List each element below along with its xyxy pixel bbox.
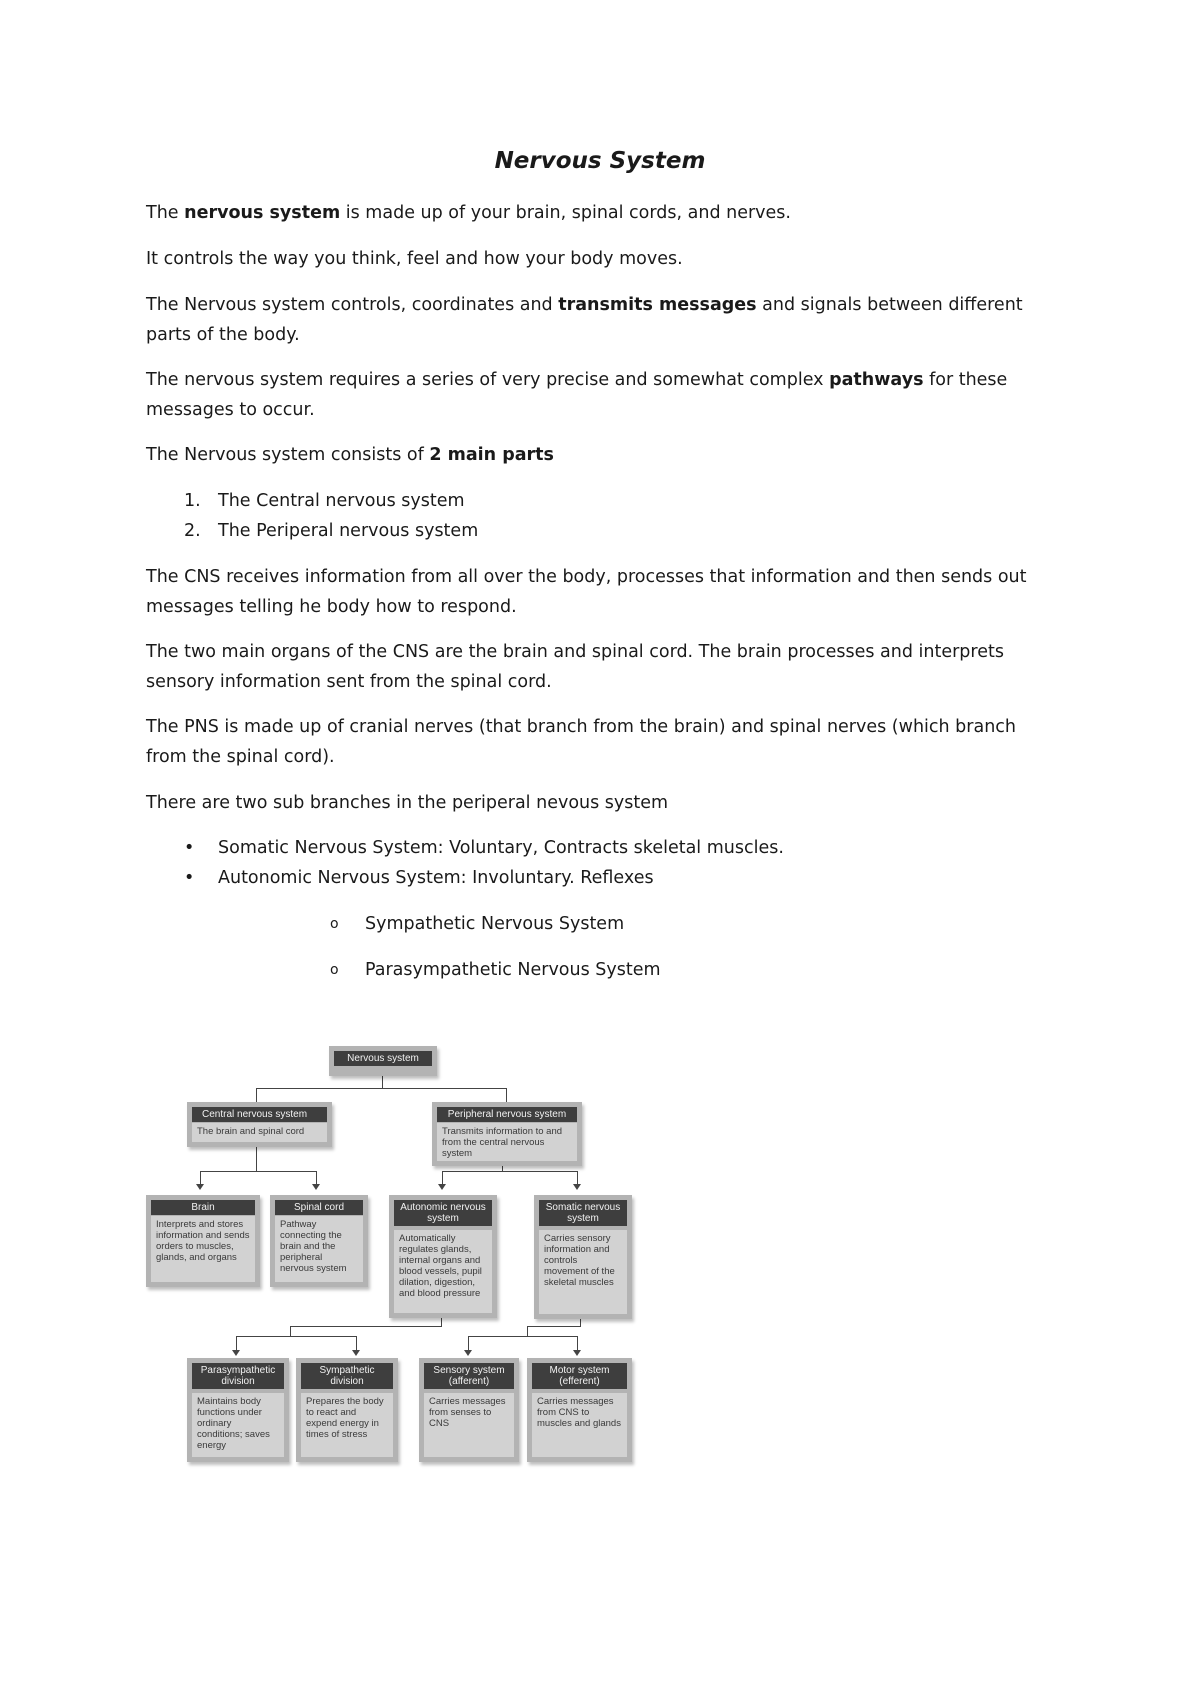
node-body: Carries sensory information and controls movement of the skeletal muscles: [539, 1230, 627, 1314]
node-title: Central nervous system: [192, 1107, 327, 1122]
node-body: Carries messages from CNS to muscles and glands: [532, 1393, 627, 1457]
list-item-text: The Central nervous system: [218, 491, 465, 511]
node-body: Maintains body functions under ordinary conditions; saves energy: [192, 1393, 284, 1457]
node-body: Carries messages from senses to CNS: [424, 1393, 514, 1457]
paragraph-definition: [146, 198, 1046, 228]
node-title: Parasympathetic division: [192, 1363, 284, 1389]
text-run: The Nervous system controls, coordinates and: [146, 295, 559, 315]
list-item-text: The Periperal nervous system: [218, 521, 479, 541]
node-title: Brain: [151, 1200, 255, 1215]
node-body: Transmits information to and from the central nervous system: [437, 1123, 577, 1161]
paragraph-sub-branches: There are two sub branches in the periperal nevous system: [146, 793, 669, 813]
text-run: The Nervous system consists of: [146, 445, 430, 465]
text-run: for these messages to occur.: [146, 370, 1008, 420]
node-body: Pathway connecting the brain and the peripheral nervous system: [275, 1216, 363, 1282]
sub-bullet-item: [330, 909, 624, 939]
node-title: Spinal cord: [275, 1200, 363, 1215]
node-parasympathetic-division: [187, 1358, 289, 1462]
text-run: The nervous system requires a series of very precise and somewhat complex: [146, 370, 830, 390]
document-title: Nervous System: [494, 148, 706, 174]
node-title: Autonomic nervous system: [394, 1200, 492, 1226]
list-item-text: Autonomic Nervous System: Involuntary. Reflexes: [218, 868, 654, 888]
node-body: The brain and spinal cord: [192, 1123, 327, 1142]
bullet-marker: •: [184, 868, 195, 888]
paragraph-main-parts: [146, 440, 1046, 470]
bold-term: transmits messages: [558, 295, 757, 315]
paragraph-transmits: [146, 290, 1046, 350]
sub-bullet-marker: o: [330, 962, 339, 978]
text-run: is made up of your brain, spinal cords, and nerves.: [340, 203, 791, 223]
numbered-item: [184, 516, 478, 546]
list-marker: 2.: [184, 521, 201, 541]
paragraph-pns: The PNS is made up of cranial nerves (that branch from the brain) and spinal nerves (which branch from the spinal cord).: [146, 717, 1017, 767]
node-title: Somatic nervous system: [539, 1200, 627, 1226]
node-spinal-cord: [270, 1195, 368, 1287]
node-sympathetic-division: [296, 1358, 398, 1462]
node-peripheral-nervous-system: [432, 1102, 582, 1166]
text-run: and signals between different parts of the body.: [146, 295, 1023, 345]
node-somatic-nervous-system: [534, 1195, 632, 1319]
list-item-text: Somatic Nervous System: Voluntary, Contracts skeletal muscles.: [218, 838, 784, 858]
bold-term: 2 main parts: [429, 445, 554, 465]
node-brain: [146, 1195, 260, 1287]
bullet-item: [184, 833, 784, 863]
node-title: Peripheral nervous system: [437, 1107, 577, 1122]
paragraph-cns-organs: The two main organs of the CNS are the brain and spinal cord. The brain processes and interprets sensory information sent from the spinal cord.: [146, 642, 1004, 692]
node-title: Sensory system (afferent): [424, 1363, 514, 1389]
bullet-item: [184, 863, 654, 893]
paragraph-cns: The CNS receives information from all over the body, processes that information and then sends out messages telling he body how to respond.: [146, 567, 1027, 617]
text-run: The: [146, 203, 185, 223]
node-central-nervous-system: [187, 1102, 332, 1147]
node-title: Sympathetic division: [301, 1363, 393, 1389]
sub-bullet-item: [330, 955, 661, 985]
node-title: Nervous system: [334, 1051, 432, 1066]
node-body: Interprets and stores information and sends orders to muscles, glands, and organs: [151, 1216, 255, 1282]
bullet-marker: •: [184, 838, 195, 858]
node-body: Prepares the body to react and expend energy in times of stress: [301, 1393, 393, 1457]
node-sensory-system: [419, 1358, 519, 1462]
bold-term: pathways: [829, 370, 924, 390]
node-autonomic-nervous-system: [389, 1195, 497, 1318]
list-marker: 1.: [184, 491, 201, 511]
bold-term: nervous system: [184, 203, 341, 223]
numbered-item: [184, 486, 465, 516]
paragraph-controls: It controls the way you think, feel and how your body moves.: [146, 249, 683, 269]
node-body: Automatically regulates glands, internal organs and blood vessels, pupil dilation, digestion, and blood pressure: [394, 1230, 492, 1313]
list-item-text: Parasympathetic Nervous System: [365, 960, 661, 980]
node-motor-system: [527, 1358, 632, 1462]
sub-bullet-marker: o: [330, 916, 339, 932]
node-nervous-system: [329, 1046, 437, 1076]
list-item-text: Sympathetic Nervous System: [365, 914, 625, 934]
node-title: Motor system (efferent): [532, 1363, 627, 1389]
paragraph-pathways: [146, 365, 1046, 425]
